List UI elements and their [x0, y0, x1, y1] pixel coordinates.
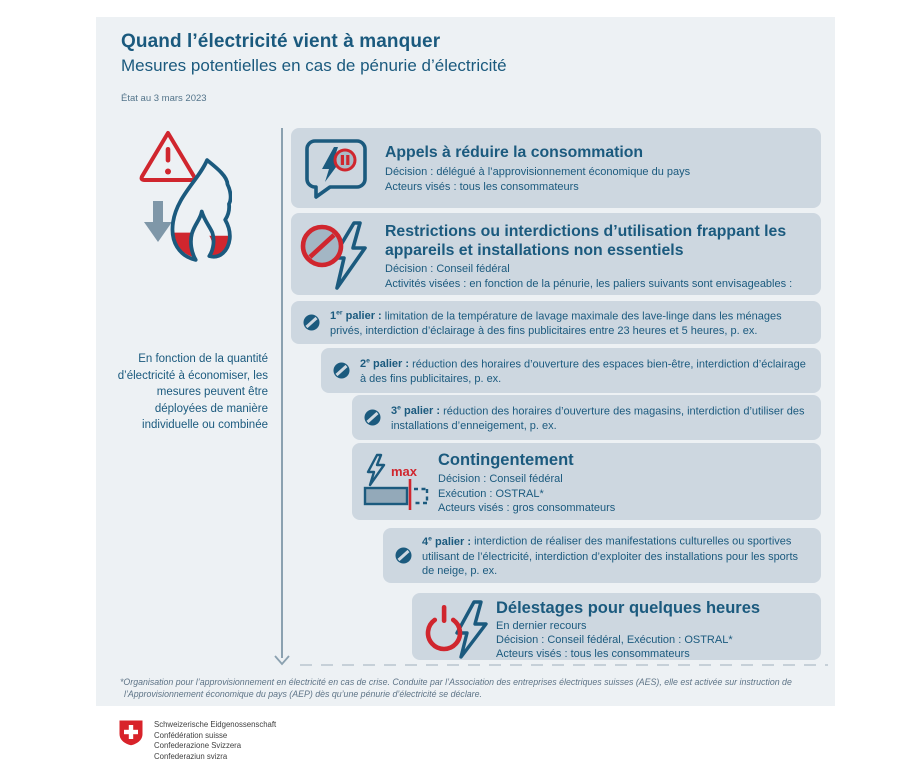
status-date: État au 3 mars 2023 — [121, 93, 207, 104]
measure-box-delestages — [412, 593, 821, 660]
page-subtitle: Mesures potentielles en cas de pénurie d’électricité — [121, 56, 507, 75]
footnote — [120, 677, 826, 700]
axis-arrowhead-icon — [274, 655, 290, 666]
quota-gauge-max-icon — [363, 453, 431, 511]
palier-text: 4e palier : interdiction de réaliser des manifestations culturelles ou sportives utilisant de l’électricité, interdiction d’exploiter des installations pour les sports de neige, p. ex. — [422, 535, 799, 578]
speech-bubble-pause-lightning-icon — [304, 139, 370, 199]
measure-actors: Acteurs visés : tous les consommateurs — [496, 648, 690, 660]
flame-energy-icon — [164, 141, 232, 279]
swiss-confederation-logo — [118, 719, 276, 762]
palier-row-3 — [352, 395, 821, 440]
measure-decision: Décision : Conseil fédéral, Exécution : OSTRAL* — [496, 634, 733, 646]
prohibition-icon — [394, 546, 413, 565]
side-note: En fonction de la quantité d’électricité à économiser, les mesures peuvent être déployées de manière individuelle ou combinée — [117, 353, 268, 431]
measure-decision: Décision : délégué à l’approvisionnement économique du pays — [385, 166, 691, 178]
measure-execution: Exécution : OSTRAL* — [438, 487, 544, 500]
measure-last-resort: En dernier recours — [496, 620, 587, 632]
measure-actors: Acteurs visés : gros consommateurs — [438, 502, 616, 514]
swiss-coat-of-arms-icon — [118, 719, 144, 746]
prohibition-icon — [302, 313, 321, 332]
footnote-line: *Organisation pour l’approvisionnement en électricité en cas de crise. Conduite par l’Association des entreprises électriques suisses (AES), elle est activée sur instruction de — [120, 677, 792, 687]
measure-actors: Acteurs visés : tous les consommateurs — [385, 180, 579, 193]
dashed-separator — [300, 664, 828, 666]
gauge-max-label: max — [391, 464, 418, 479]
main-panel — [96, 17, 835, 706]
measure-box-appels — [291, 128, 821, 208]
logo-line-rm: Confederaziun svizra — [154, 751, 228, 761]
measure-activities: Activités visées : en fonction de la pénurie, les paliers suivants sont envisageables : — [385, 277, 793, 290]
measure-title: Contingentement — [438, 451, 574, 469]
prohibition-icon — [363, 408, 382, 427]
power-off-lightning-icon — [420, 598, 490, 660]
severity-axis-line — [281, 128, 283, 658]
palier-text: 1er palier : limitation de la température de lavage maximale des lave-linge dans les ménages privés, interdiction d’éclairage à des fins publicitaires entre 23 heures et 5 heures, p. ex. — [330, 309, 782, 337]
page-title: Quand l’électricité vient à manquer — [121, 31, 441, 52]
palier-text: 3e palier : réduction des horaires d’ouverture des magasins, interdiction d’utiliser des installations d’enneigement, p. ex. — [391, 404, 805, 432]
logo-line-fr: Confédération suisse — [154, 730, 228, 740]
logo-line-it: Confederazione Svizzera — [154, 741, 242, 751]
footnote-line: l’Approvisionnement économique du pays (AEP) dès qu’une pénurie d’électricité se déclare. — [124, 688, 482, 699]
measure-box-restrictions — [291, 213, 821, 295]
measure-title: Délestages pour quelques heures — [496, 599, 761, 617]
measure-box-contingentement — [352, 443, 821, 520]
measure-title: Appels à réduire la consommation — [385, 144, 644, 161]
palier-row-4 — [383, 528, 821, 583]
measure-decision: Décision : Conseil fédéral — [385, 263, 510, 275]
no-entry-lightning-icon — [297, 220, 381, 292]
measure-decision: Décision : Conseil fédéral — [438, 473, 563, 485]
prohibition-icon — [332, 361, 351, 380]
measure-title: Restrictions ou interdictions d’utilisation frappant les appareils et installations non essentiels — [385, 223, 787, 259]
palier-row-2 — [321, 348, 821, 393]
palier-text: 2e palier : réduction des horaires d’ouverture des espaces bien-être, interdiction d’éclairage à des fins publicitaires, p. ex. — [360, 357, 806, 385]
logo-line-de: Schweizerische Eidgenossenschaft — [154, 720, 277, 729]
palier-row-1 — [291, 301, 821, 344]
